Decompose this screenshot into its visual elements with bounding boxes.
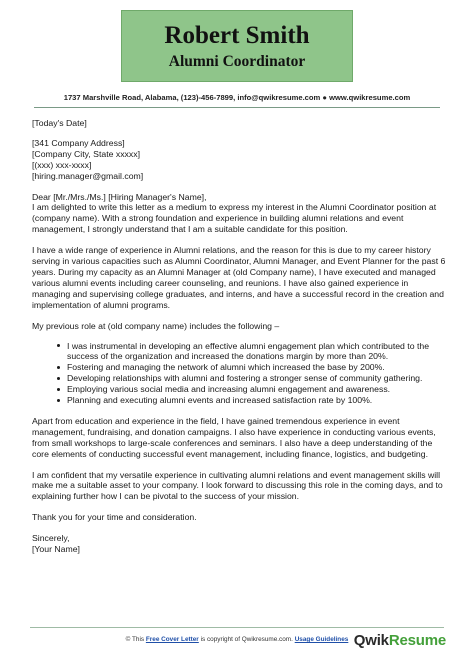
free-cover-letter-link[interactable]: Free Cover Letter <box>145 636 199 643</box>
achievements-list <box>32 341 446 406</box>
usage-guidelines-link[interactable]: Usage Guidelines <box>294 636 349 643</box>
footer-prefix: © This <box>125 636 146 643</box>
signature: [Your Name] <box>32 544 80 555</box>
logo-resume: Resume <box>388 632 446 649</box>
salutation: Dear [Mr./Mrs./Ms.] [Hiring Manager's Name], <box>32 191 207 202</box>
footer-divider <box>30 627 444 628</box>
letter-body <box>32 118 446 555</box>
header-divider <box>34 107 440 108</box>
list-item: Planning and executing alumni events and increased satisfaction rate by 100%. <box>57 395 446 406</box>
letter-date: [Today's Date] <box>32 118 87 128</box>
list-item: I was instrumental in developing an effective alumni engagement plan which contributed to the success of the organization and increased the donations margin by more than 20%. <box>57 341 446 363</box>
qwikresume-logo <box>354 632 446 649</box>
signoff: Sincerely, <box>32 533 70 544</box>
paragraph: Thank you for your time and consideration. <box>32 512 197 523</box>
address-line: [hiring.manager@gmail.com] <box>32 170 144 181</box>
list-item: Fostering and managing the network of alumni which increased the base by 200%. <box>57 362 446 373</box>
paragraph: Apart from education and experience in the field, I have gained tremendous experience in event management, fundraising, and donation campaigns. I also have experience in conducting various events, from small workshops to large-scale conferences and seminars. I also have a deep understanding of the core elements of conducting successful event management, including finance, logistics, and budgeting. <box>32 415 436 459</box>
job-title: Alumni Coordinator <box>168 53 306 70</box>
logo-qwik: Qwik <box>353 632 389 649</box>
applicant-name: Robert Smith <box>164 22 310 49</box>
header-banner <box>121 10 353 82</box>
contact-line: 1737 Marshville Road, Alabama, (123)-456-7899, info@qwikresume.com ● www.qwikresume.com <box>63 93 411 102</box>
paragraph: My previous role at (old company name) includes the following – <box>32 320 280 331</box>
paragraph: I am delighted to write this letter as a medium to express my interest in the Alumni Coordinator position at (company name). With a strong foundation and experience in building alumni relations and event management, I strongly understand that I am a suitable candidate for this position. <box>32 202 437 235</box>
list-item: Employing various social media and increasing alumni engagement and awareness. <box>57 384 446 395</box>
paragraph: I have a wide range of experience in Alumni relations, and the reason for this is due to my career history serving in various capacities such as Alumni Coordinator, Alumni Manager, and Event Planner for the past 6 years. During my capacity as an Alumni Manager at (old Company name), I have executed and managed various alumni events including career counseling, and reunions. I have also gained experience in managing and supervising college graduates, and interns, and have a successful record in the creation and implementation of alumni programs. <box>32 245 446 310</box>
address-line: [341 Company Address] <box>32 137 125 148</box>
paragraph: I am confident that my versatile experience in cultivating alumni relations and event management skills will make me a suitable asset to your company. I look forward to discussing this role in the coming days, and to explaining further how I can be pivotal to the success of your mission. <box>32 469 443 502</box>
address-line: [(xxx) xxx-xxxx] <box>32 159 92 170</box>
list-item: Developing relationships with alumni and fostering a stronger sense of community gathering. <box>57 373 446 384</box>
footer-middle: is copyright of Qwikresume.com. <box>198 636 295 643</box>
address-line: [Company City, State xxxxx] <box>32 148 140 159</box>
